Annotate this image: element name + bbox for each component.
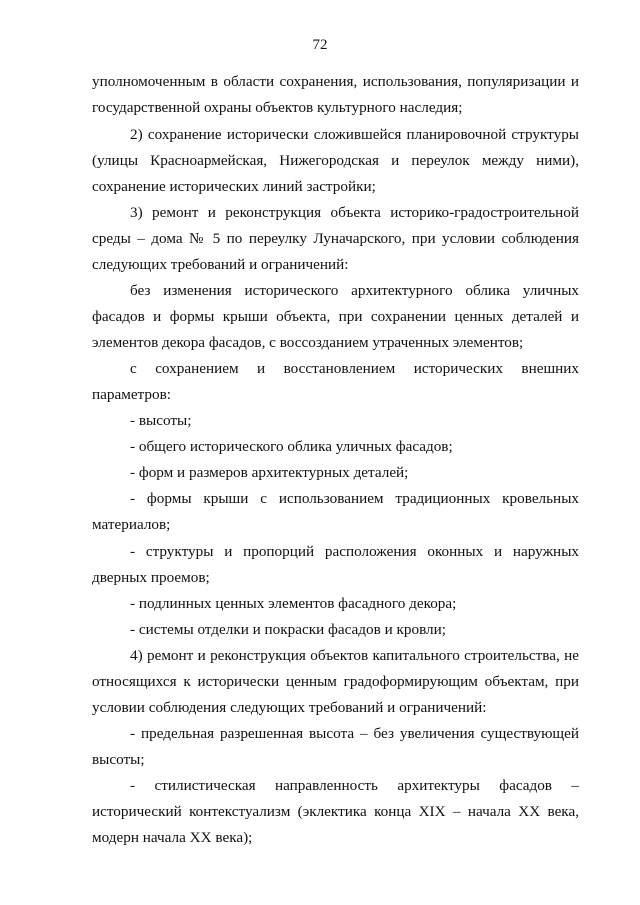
text-line: фасадов и формы крыши объекта, при сохранении ценных деталей и (92, 308, 579, 325)
text-line: - структуры и пропорций расположения оконных и наружных (130, 543, 579, 560)
text-line: - системы отделки и покраски фасадов и кровли; (130, 621, 446, 638)
text-line: среды – дома № 5 по переулку Луначарского, при условии соблюдения (92, 230, 579, 247)
text-line: 2) сохранение исторически сложившейся планировочной структуры (130, 126, 579, 143)
text-line: следующих требований и ограничений: (92, 256, 349, 273)
text-line: - высоты; (130, 412, 192, 429)
page-number: 72 (312, 37, 328, 53)
text-line: 4) ремонт и реконструкция объектов капитального строительства, не (130, 647, 579, 664)
text-line: материалов; (92, 516, 171, 533)
text-line: условии соблюдения следующих требований и ограничений: (92, 699, 487, 716)
text-line: уполномоченным в области сохранения, использования, популяризации и (92, 73, 579, 90)
text-line: исторический контекстуализм (эклектика конца XIX – начала XX века, (92, 803, 579, 820)
text-line: высоты; (92, 751, 145, 768)
text-line: с сохранением и восстановлением исторических внешних (130, 360, 579, 377)
text-line: - предельная разрешенная высота – без увеличения существующей (130, 725, 579, 742)
text-line: государственной охраны объектов культурного наследия; (92, 99, 463, 116)
text-line: (улицы Красноармейская, Нижегородская и переулок между ними), (92, 152, 579, 169)
text-line: - стилистическая направленность архитектуры фасадов – (130, 777, 579, 794)
text-line: сохранение исторических линий застройки; (92, 178, 376, 195)
text-line: - формы крыши с использованием традиционных кровельных (130, 490, 579, 507)
text-line: - общего исторического облика уличных фасадов; (130, 438, 453, 455)
text-line: модерн начала XX века); (92, 829, 253, 846)
text-line: 3) ремонт и реконструкция объекта историко-градостроительной (130, 204, 579, 221)
text-line: параметров: (92, 386, 171, 403)
text-line: относящихся к исторически ценным градоформирующим объектам, при (92, 673, 579, 690)
text-line: элементов декора фасадов, с воссозданием утраченных элементов; (92, 334, 524, 351)
text-line: - подлинных ценных элементов фасадного декора; (130, 595, 457, 612)
text-line: дверных проемов; (92, 569, 210, 586)
text-line: без изменения исторического архитектурного облика уличных (130, 282, 579, 299)
text-line: - форм и размеров архитектурных деталей; (130, 464, 409, 481)
